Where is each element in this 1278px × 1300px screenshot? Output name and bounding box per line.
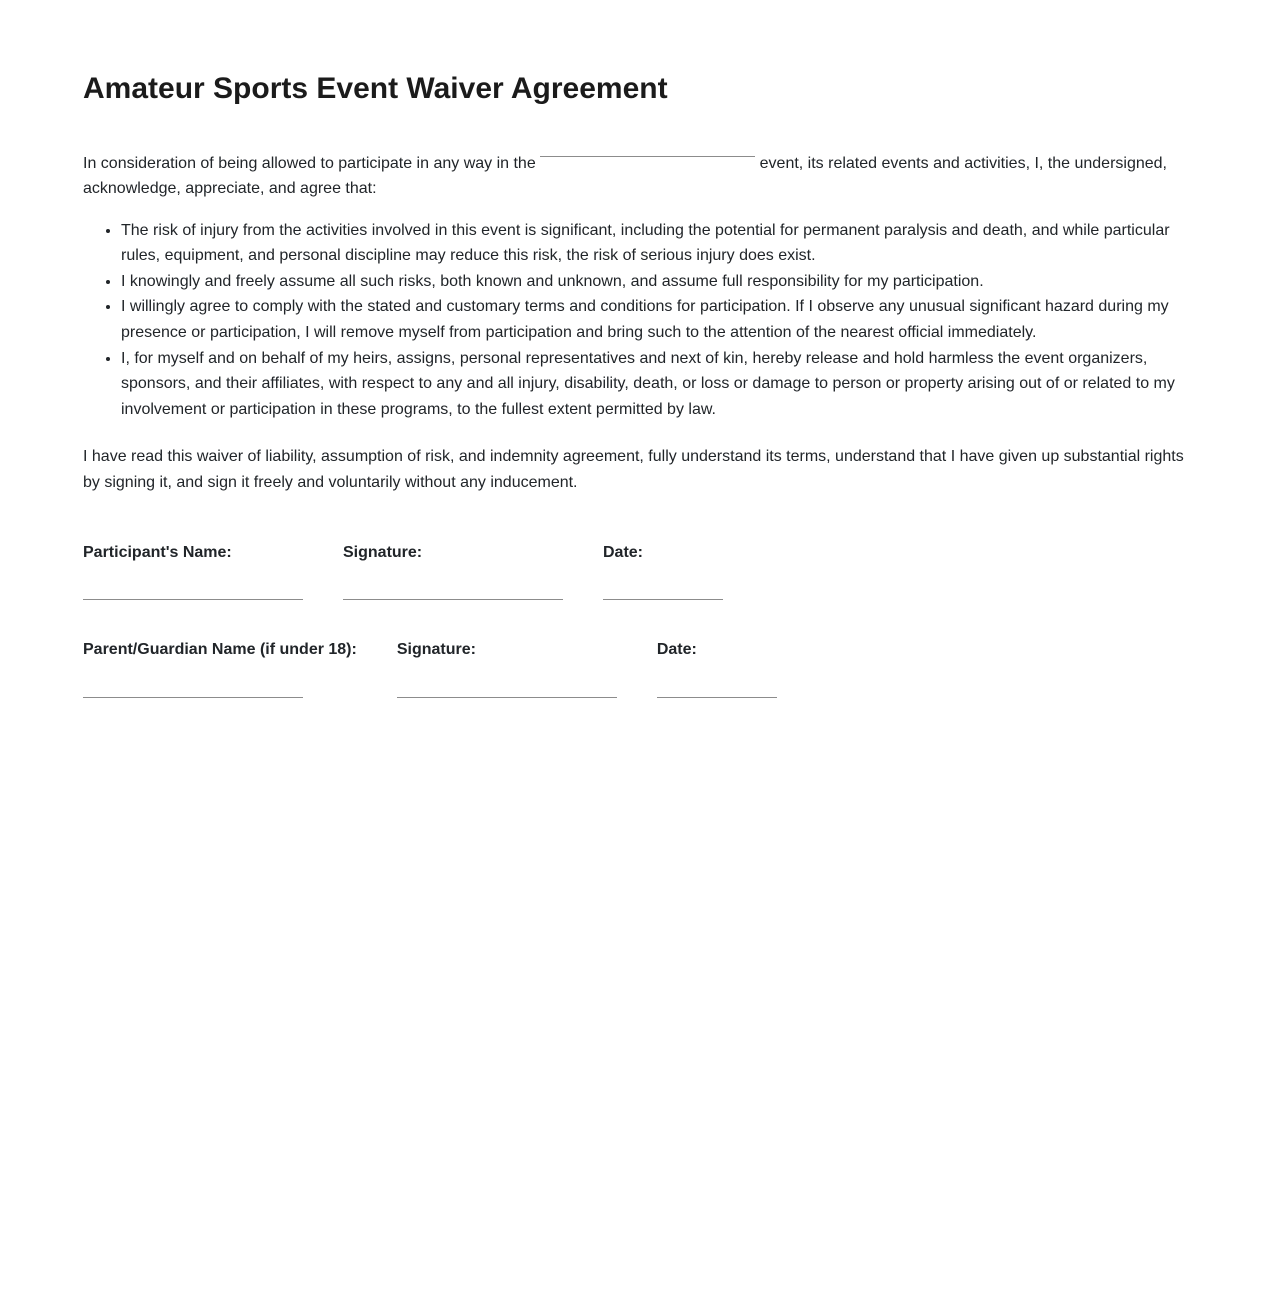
terms-bullet-list: [83, 218, 1195, 423]
participant-date-label: Date:: [603, 543, 644, 561]
guardian-name-field-group: [83, 637, 357, 698]
signature-section: [83, 540, 1195, 698]
participant-name-label: Participant's Name:: [83, 543, 232, 561]
guardian-name-signature-line[interactable]: [83, 697, 303, 698]
intro-paragraph: [83, 151, 1195, 202]
guardian-date-field-group: [657, 637, 777, 698]
guardian-name-label: Parent/Guardian Name (if under 18):: [83, 641, 357, 659]
terms-bullet-risk: • The risk of injury from the activities involved in this event is significant, including the potential for permanent paralysis and death, and while particular rules, equipment, and personal discipline may reduce this risk, the risk of serious injury does exist.: [121, 218, 1195, 269]
intro-text-before-blank: In consideration of being allowed to participate in any way in the: [83, 154, 536, 172]
page-title: Amateur Sports Event Waiver Agreement: [83, 72, 668, 105]
participant-signature-field-group: [343, 540, 563, 601]
event-name-blank-field[interactable]: [540, 156, 755, 157]
intro-text-after-blank: event, its related events and activities, I, the undersigned, acknowledge, appreciate, and agree that:: [83, 154, 1167, 198]
participant-date-field-group: [603, 540, 723, 601]
terms-bullet-assume-risks: • I knowingly and freely assume all such risks, both known and unknown, and assume full responsibility for my participation.: [121, 269, 1195, 295]
guardian-signature-row: [83, 637, 1195, 698]
participant-name-field-group: [83, 540, 303, 601]
guardian-date-line[interactable]: [657, 697, 777, 698]
closing-paragraph: I have read this waiver of liability, assumption of risk, and indemnity agreement, fully understand its terms, understand that I have given up substantial rights by signing it, and sign it freely and voluntarily without any inducement.: [83, 448, 1184, 492]
terms-bullet-release: • I, for myself and on behalf of my heirs, assigns, personal representatives and next of kin, hereby release and hold harmless the event organizers, sponsors, and their affiliates, with respect to any and all injury, disability, death, or loss or damage to person or property arising out of or related to my involvement or participation in these programs, to the fullest extent permitted by law.: [121, 346, 1195, 423]
guardian-signature-label: Signature:: [396, 641, 476, 659]
guardian-signature-line[interactable]: [397, 697, 617, 698]
terms-bullet-comply: • I willingly agree to comply with the stated and customary terms and conditions for participation. If I observe any unusual significant hazard during my presence or participation, I will remove myself from participation and bring such to the attention of the nearest official immediately.: [121, 294, 1195, 345]
participant-signature-label: Signature:: [343, 543, 423, 561]
participant-signature-line[interactable]: [343, 599, 563, 600]
participant-signature-row: [83, 540, 1195, 601]
guardian-signature-field-group: [397, 637, 617, 698]
participant-date-line[interactable]: [603, 599, 723, 600]
participant-name-signature-line[interactable]: [83, 599, 303, 600]
waiver-document: [83, 0, 1195, 1300]
guardian-date-label: Date:: [656, 641, 697, 659]
